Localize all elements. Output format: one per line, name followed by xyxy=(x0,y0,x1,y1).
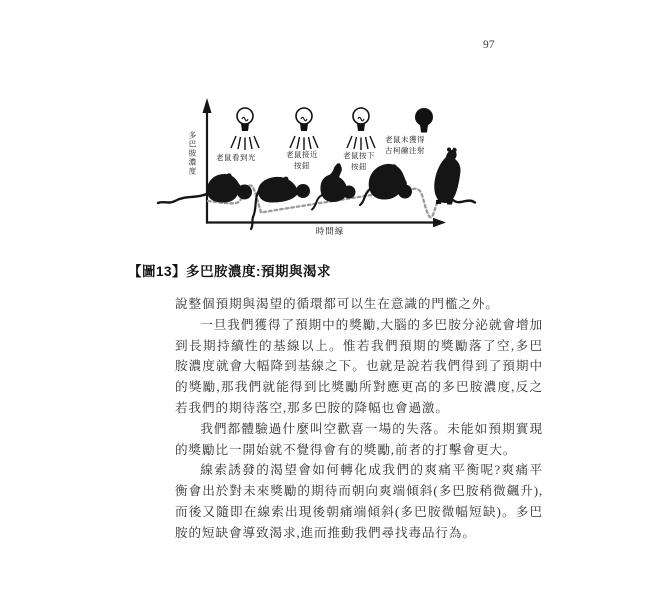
paragraph: 我們都體驗過什麼叫空歡喜一場的失落。未能如預期實現的獎勵比一開始就不覺得會有的獎勵,前者的打擊會更大。 xyxy=(175,421,543,457)
figure-caption xyxy=(128,260,331,280)
rat-tail xyxy=(158,193,209,203)
rat-standing-icon xyxy=(434,148,475,205)
lightbulb-shining-icon xyxy=(290,108,318,150)
x-axis-label: 時間線 xyxy=(315,226,345,236)
scene-label-line: 按鈕 xyxy=(351,161,367,171)
scene-label-line: 按鈕 xyxy=(294,160,310,170)
figure-caption-title: 多巴胺濃度:預期與渴求 xyxy=(186,264,332,279)
rat-tail xyxy=(453,200,475,203)
rat-approaches-button-icon xyxy=(251,177,298,229)
paragraph: 線索誘發的渴望會如何轉化成我們的爽痛平衡呢?爽痛平衡會出於對未來獎勵的期待而朝向爽端傾斜(多巴胺稍微飆升),而後又隨即在線索出現後朝痛端傾斜(多巴胺微幅短缺)。多巴胺的短缺會導致渴求,進而推動我們尋找毒品行為。 xyxy=(175,463,543,540)
lightbulb-dark-icon xyxy=(415,108,433,133)
scene-label-no-cocaine xyxy=(365,135,445,156)
scene-label-line: 老鼠看到光 xyxy=(216,153,256,162)
paragraph: 一旦我們獲得了預期中的獎勵,大腦的多巴胺分泌就會增加到長期持續性的基線以上。惟若我們預期的獎勵落了空,多巴胺濃度就會大幅降到基線之下。也就是說若我們得到了預期中的獎勵,那我們就能得到比獎勵所對應更高的多巴胺濃度,反之若我們的期待落空,那多巴胺的降幅也會過激。 xyxy=(175,317,543,415)
x-axis-arrow-icon xyxy=(433,218,446,227)
scene-label-line: 老鼠接近 xyxy=(286,150,318,159)
scene-label-line: 老鼠按下 xyxy=(343,151,375,160)
scene-label-line: 古柯鹼注射 xyxy=(385,145,425,155)
ball-icon xyxy=(237,185,252,200)
ball-icon xyxy=(398,185,412,199)
figure-caption-tag: 【圖13】 xyxy=(128,264,187,279)
y-axis-label: 多巴胺濃度 xyxy=(188,131,197,176)
scene-label-line: 老鼠未獲得 xyxy=(385,135,425,144)
page-number: 97 xyxy=(483,39,495,51)
ball-icon xyxy=(343,186,356,199)
ball-icon xyxy=(296,184,310,198)
body-text xyxy=(175,294,543,544)
y-axis-arrow-icon xyxy=(203,98,212,113)
paragraph: 說整個預期與渴望的循環都可以生在意識的門檻之外。 xyxy=(175,297,499,311)
lightbulb-shining-icon xyxy=(231,108,259,150)
rat-sees-light-icon xyxy=(158,173,243,203)
